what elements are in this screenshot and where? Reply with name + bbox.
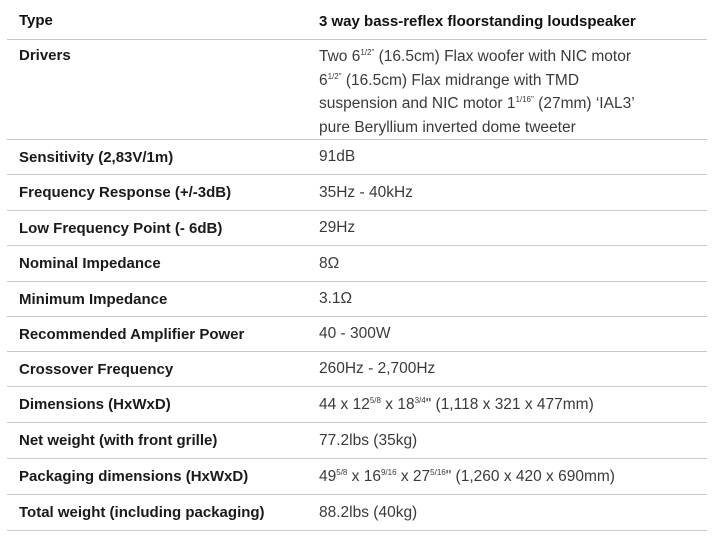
spec-value: 88.2lbs (40kg) [319,503,418,521]
spec-value-packaging: $49^{5/8}$ x $16^{9/16}$ x $27^{5/16}$" (1,260 x 420 x 690mm) [319,467,615,485]
spec-label: Net weight (with front grille) [19,432,218,449]
spec-label: Packaging dimensions (HxWxD) [19,468,249,485]
spec-label: Frequency Response (+/-3dB) [19,184,232,201]
spec-value: 77.2lbs (35kg) [319,431,418,449]
spec-row [7,211,707,246]
spec-label: Nominal Impedance [19,255,161,272]
spec-row [7,495,707,531]
table-header-row [7,0,707,40]
drivers-line: $6^{1/2"}$ (16.5cm) Flax midrange with TMD [319,71,580,89]
spec-value: 29Hz [319,219,356,237]
spec-value: 40 - 300W [319,325,391,343]
spec-label: Total weight (including packaging) [19,504,265,521]
spec-label: Drivers [19,47,71,64]
spec-row [7,317,707,352]
header-value: 3 way bass-reflex floorstanding loudspeaker [319,13,636,30]
spec-label: Sensitivity (2,83V/1m) [19,148,174,166]
header-label: Type [19,12,53,29]
spec-row-drivers [7,40,707,140]
spec-value: 35Hz - 40kHz [319,183,413,201]
spec-label: Crossover Frequency [19,360,174,378]
spec-label: Recommended Amplifier Power [19,325,245,343]
spec-row [7,282,707,317]
spec-value: 260Hz - 2,700Hz [319,360,436,378]
drivers-line: suspension and NIC motor $1^{1/16"}$ (27mm) ‘IAL3’ [319,95,635,112]
spec-label: Dimensions (HxWxD) [19,396,171,413]
spec-row-dimensions [7,387,707,423]
spec-label: Minimum Impedance [19,290,168,308]
drivers-line: pure Beryllium inverted dome tweeter [319,118,576,136]
spec-row [7,140,707,175]
spec-table [7,0,707,531]
spec-row [7,423,707,459]
spec-row [7,175,707,211]
spec-value-dimensions: 44 x $12^{5/8}$ x $18^{3/4}$" (1,118 x 321 x 477mm) [319,395,594,413]
spec-value: 3.1Ω [319,290,353,308]
spec-row [7,246,707,282]
spec-value: 91dB [319,148,356,166]
drivers-line: Two $6^{1/2"}$ (16.5cm) Flax woofer with NIC motor [319,48,632,65]
spec-row [7,352,707,387]
spec-value: 8Ω [319,254,340,272]
spec-label: Low Frequency Point (- 6dB) [19,219,223,237]
spec-value-drivers [319,45,707,139]
spec-row-packaging [7,459,707,495]
